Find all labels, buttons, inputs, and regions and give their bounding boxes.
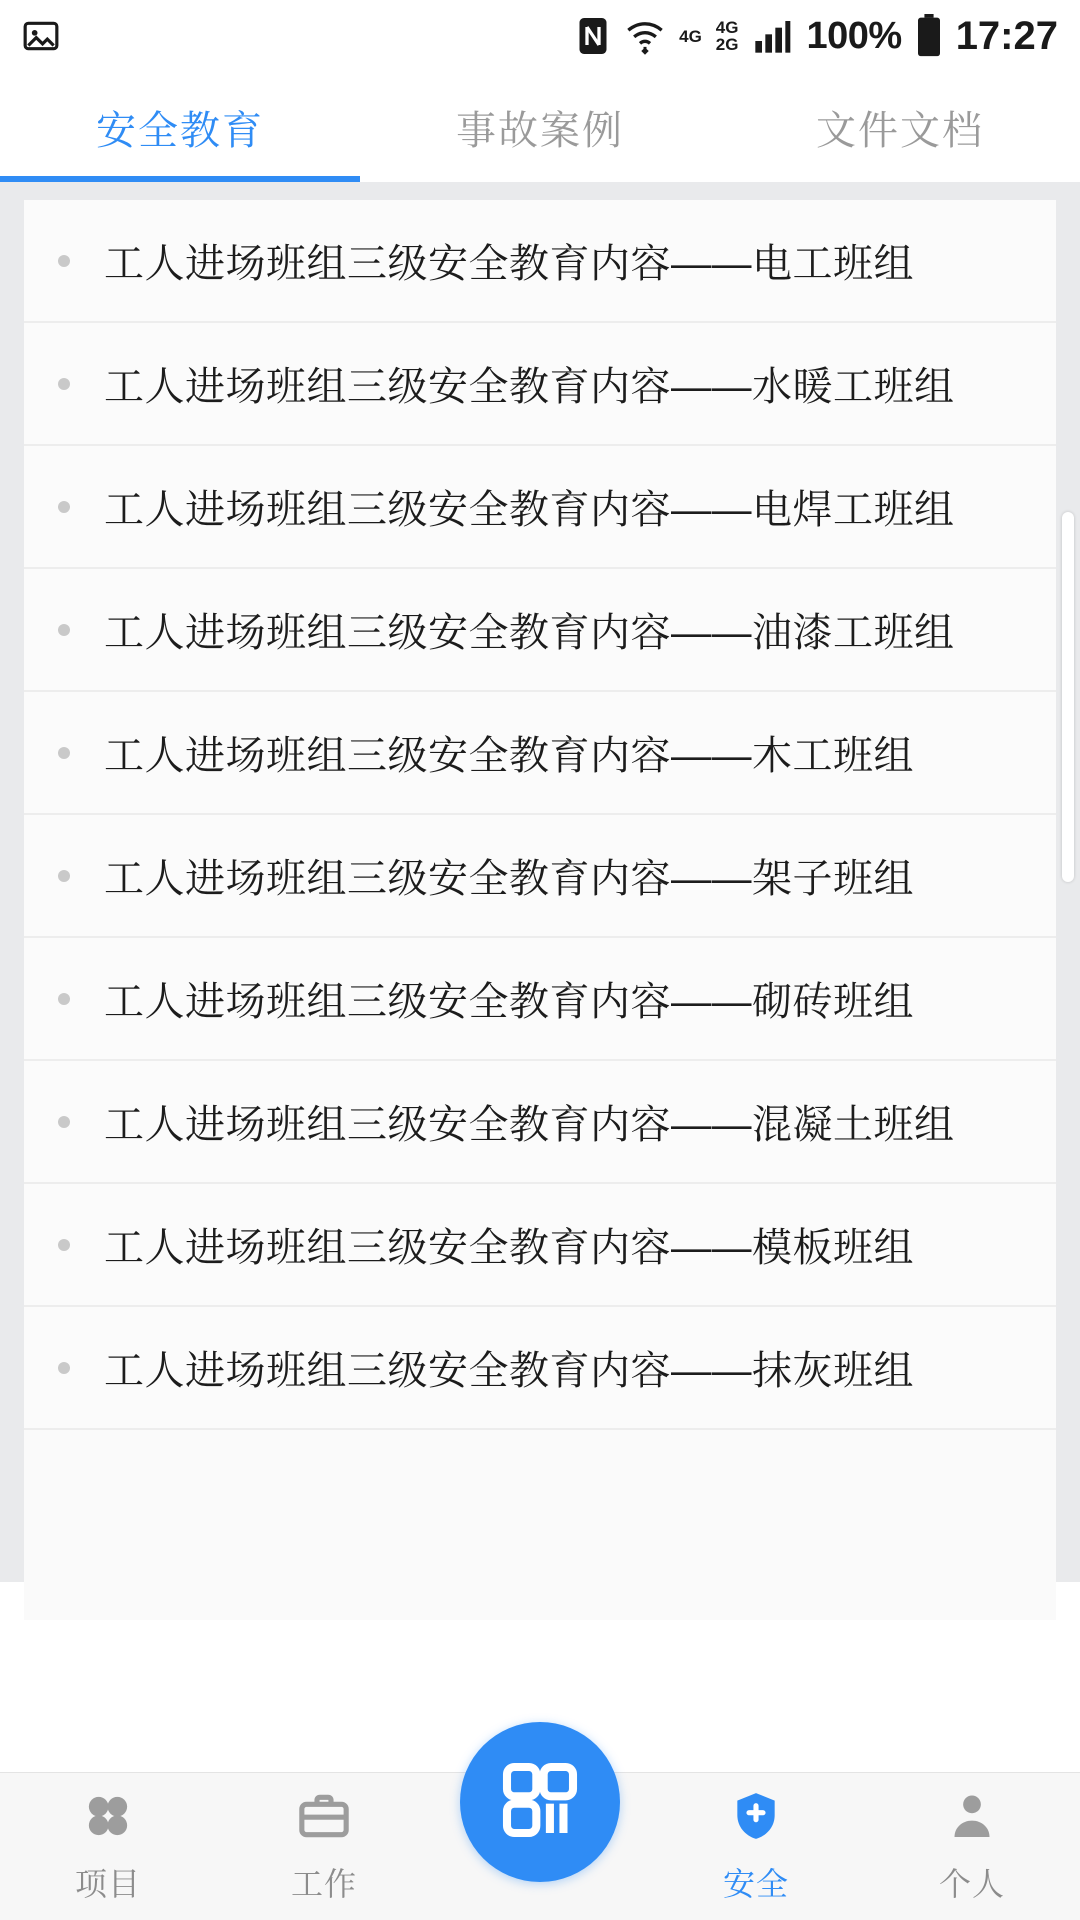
list-item-label: 工人进场班组三级安全教育内容――架子班组 <box>104 857 914 901</box>
network-4g-text: 4G <box>679 26 702 46</box>
scan-qrcode-button[interactable] <box>460 1722 620 1882</box>
list-item-label: 工人进场班组三级安全教育内容――抹灰班组 <box>104 1349 914 1393</box>
tab-safety-education[interactable]: 安全教育 <box>96 108 264 153</box>
list-item-label: 工人进场班组三级安全教育内容――混凝土班组 <box>104 1103 955 1147</box>
bullet-icon <box>58 1239 70 1251</box>
bullet-icon <box>58 255 70 267</box>
bullet-icon <box>58 747 70 759</box>
nav-item-safety[interactable] <box>648 1772 864 1920</box>
bullet-icon <box>58 501 70 513</box>
qrcode-icon <box>496 1756 584 1849</box>
nav-label-work: 工作 <box>290 1865 357 1902</box>
person-icon <box>944 1788 1000 1849</box>
bullet-icon <box>58 870 70 882</box>
list-item[interactable] <box>24 569 1056 692</box>
network-dual-bottom-text: 2G <box>715 35 739 54</box>
list-item[interactable] <box>24 1184 1056 1307</box>
list-item[interactable] <box>24 323 1056 446</box>
status-bar <box>0 0 1080 72</box>
nav-label-project: 项目 <box>74 1865 141 1902</box>
nav-item-project[interactable] <box>0 1772 216 1920</box>
bottom-navigation <box>0 1772 1080 1920</box>
grid-clover-icon <box>80 1788 136 1849</box>
list-item[interactable] <box>24 1061 1056 1184</box>
briefcase-icon <box>296 1788 352 1849</box>
nav-item-personal[interactable] <box>864 1772 1080 1920</box>
education-list[interactable] <box>24 200 1056 1620</box>
list-item[interactable] <box>24 692 1056 815</box>
nav-label-personal: 个人 <box>938 1865 1005 1902</box>
list-item[interactable] <box>24 938 1056 1061</box>
battery-full-icon <box>916 14 942 58</box>
bullet-icon <box>58 1116 70 1128</box>
list-item[interactable] <box>24 446 1056 569</box>
list-item[interactable] <box>24 815 1056 938</box>
bullet-icon <box>58 1362 70 1374</box>
list-item-label: 工人进场班组三级安全教育内容――模板班组 <box>104 1226 914 1270</box>
tab-bar <box>0 72 1080 182</box>
battery-percent: 100% <box>806 14 902 57</box>
list-item-label: 工人进场班组三级安全教育内容――油漆工班组 <box>104 611 955 655</box>
tab-documents[interactable]: 文件文档 <box>816 108 984 153</box>
network-4g-label <box>679 28 702 45</box>
signal-bars-icon <box>752 16 792 56</box>
list-item-label: 工人进场班组三级安全教育内容――电焊工班组 <box>104 488 955 532</box>
list-item-label: 工人进场班组三级安全教育内容――电工班组 <box>104 242 914 286</box>
list-item-label: 工人进场班组三级安全教育内容――水暖工班组 <box>104 365 955 409</box>
list-item-label: 工人进场班组三级安全教育内容――砌砖班组 <box>104 980 914 1024</box>
list-item[interactable] <box>24 200 1056 323</box>
image-icon <box>22 17 60 55</box>
nfc-icon <box>575 15 611 57</box>
bullet-icon <box>58 378 70 390</box>
network-dual-label <box>716 19 739 53</box>
shield-plus-icon <box>728 1788 784 1849</box>
tab-accident-cases[interactable]: 事故案例 <box>456 108 624 153</box>
content-area <box>0 182 1080 1582</box>
nav-label-safety: 安全 <box>722 1865 789 1902</box>
list-item-label: 工人进场班组三级安全教育内容――木工班组 <box>104 734 914 778</box>
vertical-scrollbar[interactable] <box>1062 512 1074 882</box>
status-clock: 17:27 <box>955 13 1058 58</box>
network-dual-top-text: 4G <box>715 18 739 37</box>
wifi-icon <box>625 16 665 56</box>
bullet-icon <box>58 624 70 636</box>
nav-item-work[interactable] <box>216 1772 432 1920</box>
list-item[interactable] <box>24 1307 1056 1430</box>
bullet-icon <box>58 993 70 1005</box>
